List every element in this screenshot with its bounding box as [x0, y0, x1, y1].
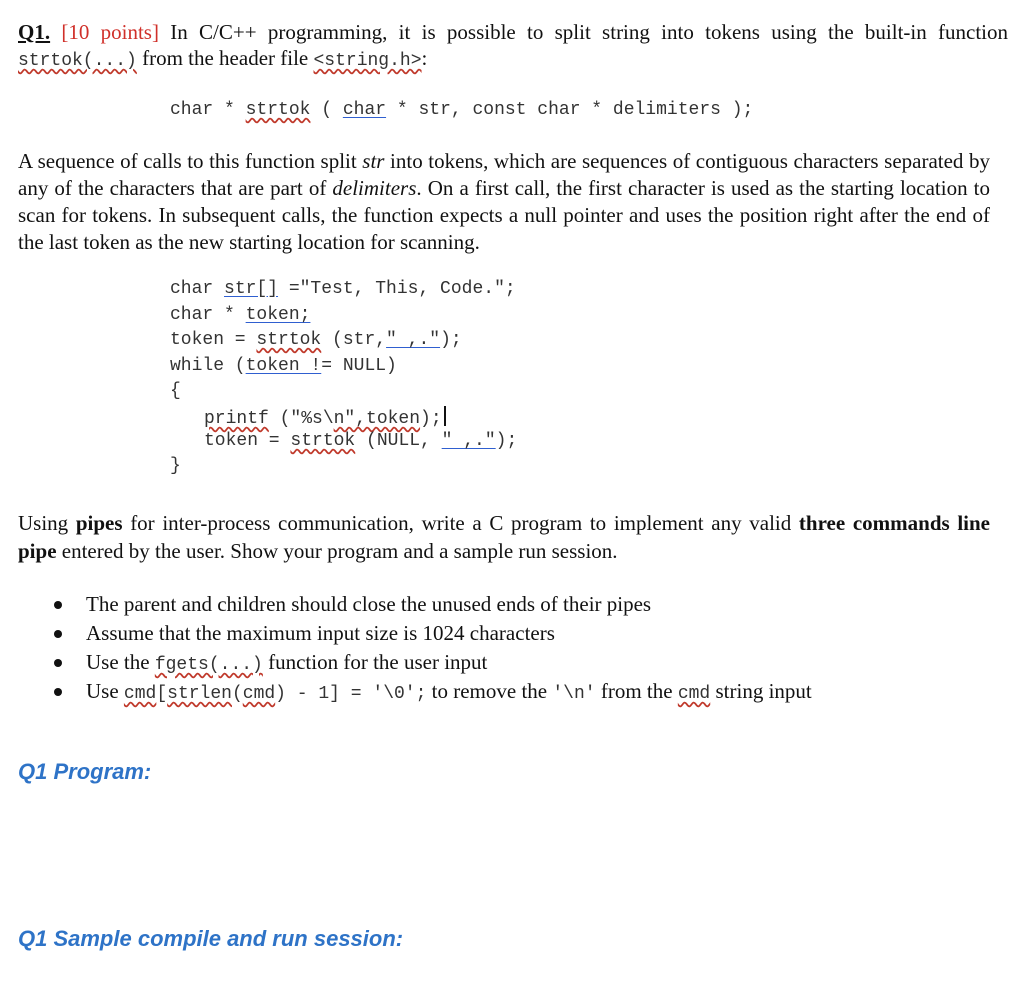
bullet-icon — [54, 630, 62, 638]
strtok-signature: char * strtok ( char * str, const char * delimiters ); — [170, 100, 754, 120]
text-cursor — [444, 406, 446, 426]
intro-text-3: : — [421, 46, 428, 70]
header-file-ref: <string.h> — [313, 51, 422, 71]
list-item: Use the fgets(...) function for the user input — [40, 649, 812, 678]
code-line-3: token = strtok (str," ,."); — [170, 330, 462, 350]
requirements-list — [40, 591, 812, 707]
task-paragraph: Using pipes for inter-process communication, write a C program to implement any valid three commands line pipe entered by the user. Show your program and a sample run session. — [18, 511, 991, 563]
code-line-1: char str[] ="Test, This, Code."; — [170, 279, 516, 299]
strtok-function-ref: strtok(...) — [18, 51, 137, 71]
program-heading: Q1 Program: — [18, 759, 152, 784]
bullet-icon — [54, 601, 62, 609]
code-line-5: { — [170, 381, 181, 401]
intro-text: In C/C++ programming, it is possible to split string into tokens using the built-in function — [158, 20, 1009, 44]
description-paragraph: A sequence of calls to this function split str into tokens, which are sequences of contiguous characters separated by any of the characters that are part of delimiters. On a first call, the first character is used as the starting location to scan for tokens. In subsequent calls, the function expects a null pointer and uses the position right after the end of the last token as the new starting location for scanning. — [18, 149, 990, 254]
code-line-6: printf ("%s\n",token); — [204, 406, 446, 429]
bullet-icon — [54, 659, 62, 667]
list-item: The parent and children should close the unused ends of their pipes — [40, 591, 812, 620]
sample-run-heading: Q1 Sample compile and run session: — [18, 926, 404, 951]
code-line-4: while (token != NULL) — [170, 356, 397, 376]
code-line-2: char * token; — [170, 305, 311, 325]
bullet-icon — [54, 688, 62, 696]
intro-text-2: from the header file — [136, 46, 314, 70]
question-intro — [18, 19, 1008, 74]
list-item: Use cmd[strlen(cmd) - 1] = '\0'; to remove the '\n' from the cmd string input — [40, 678, 812, 707]
code-line-7: token = strtok (NULL, " ,."); — [204, 431, 518, 451]
list-item: Assume that the maximum input size is 1024 characters — [40, 620, 812, 649]
code-line-8: } — [170, 456, 181, 476]
question-label: Q1. — [18, 20, 51, 44]
question-points: [10 points] — [61, 20, 159, 44]
